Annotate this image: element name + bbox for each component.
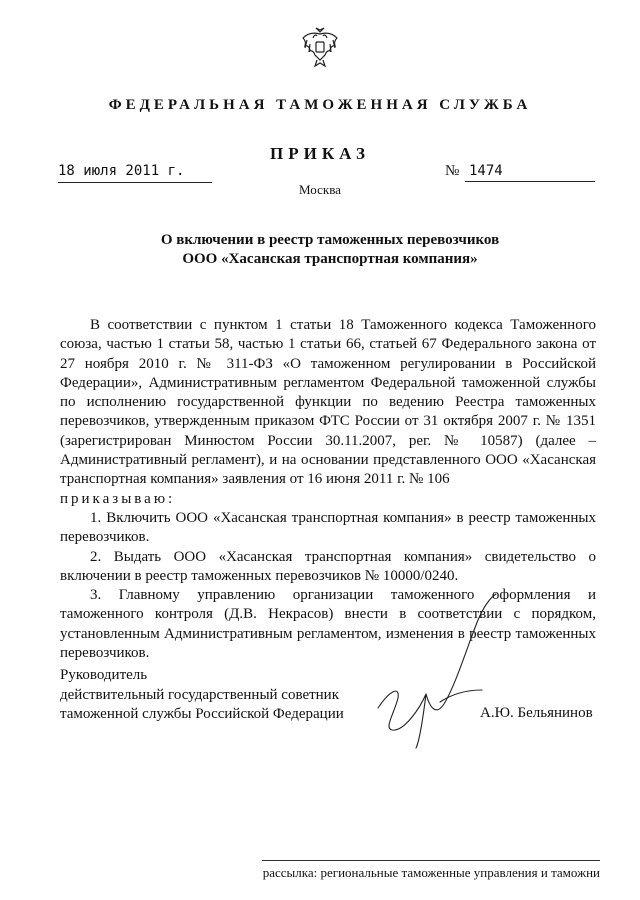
order-date: 18 июля 2011 г. xyxy=(58,163,212,183)
agency-name: ФЕДЕРАЛЬНАЯ ТАМОЖЕННАЯ СЛУЖБА xyxy=(108,97,532,113)
subject-line-1: О включении в реестр таможенных перевозчиков xyxy=(160,232,500,248)
signer-name: А.Ю. Бельянинов xyxy=(480,705,593,721)
handwritten-signature-icon xyxy=(370,590,510,750)
signatory-title xyxy=(60,666,344,725)
russian-coat-of-arms-icon xyxy=(299,26,341,70)
order-subject xyxy=(60,231,600,269)
signatory-line-3: таможенной службы Российской Федерации xyxy=(60,706,344,722)
order-number-value: 1474 xyxy=(465,163,595,182)
number-sign: № xyxy=(445,163,460,179)
order-item-3: 3. Главному управлению организации таможенного оформления и таможенного контроля (Д.В. Некрасов) внести в соответствии с порядком, установленным Административным регламентом, изменения в реестр таможенных перевозчиков. xyxy=(60,587,596,662)
signatory-line-2: действительный государственный советник xyxy=(60,686,340,703)
distribution-note: рассылка: региональные таможенные управления и таможни xyxy=(262,865,600,880)
order-number xyxy=(445,163,595,182)
document-type-title: ПРИКАЗ xyxy=(270,144,370,163)
issue-city: Москва xyxy=(299,182,341,197)
preamble-paragraph: В соответствии с пунктом 1 статьи 18 Таможенного кодекса Таможенного союза, частью 1 статьи 58, частью 1 статьи 66, статьей 67 Федерального закона от 27 ноября 2010 г. № 311-ФЗ «О таможенном регулировании в Российской Федерации», Административным регламентом Федеральной таможенной службы по исполнению государственной функции по ведению Реестра таможенных перевозчиков, утвержденным приказом ФТС России от 31 октября 2007 г. № 1351 (зарегистрирован Минюстом России 30.11.2007, рег. № 10587) (далее – Административный регламент), и на основании представленного ООО «Хасанская транспортная компания» заявления от 16 июня 2011 г. № 106 xyxy=(60,317,596,488)
order-item-2: 2. Выдать ООО «Хасанская транспортная компания» свидетельство о включении в реестр таможенных перевозчиков № 10000/0240. xyxy=(60,548,596,584)
subject-line-2: ООО «Хасанская транспортная компания» xyxy=(182,251,478,267)
order-body xyxy=(60,316,596,663)
order-item-1: 1. Включить ООО «Хасанская транспортная компания» в реестр таможенных перевозчиков. xyxy=(60,509,596,546)
order-word: приказываю: xyxy=(60,490,176,507)
footer-divider xyxy=(262,860,600,861)
signatory-line-1: Руководитель xyxy=(60,667,148,683)
